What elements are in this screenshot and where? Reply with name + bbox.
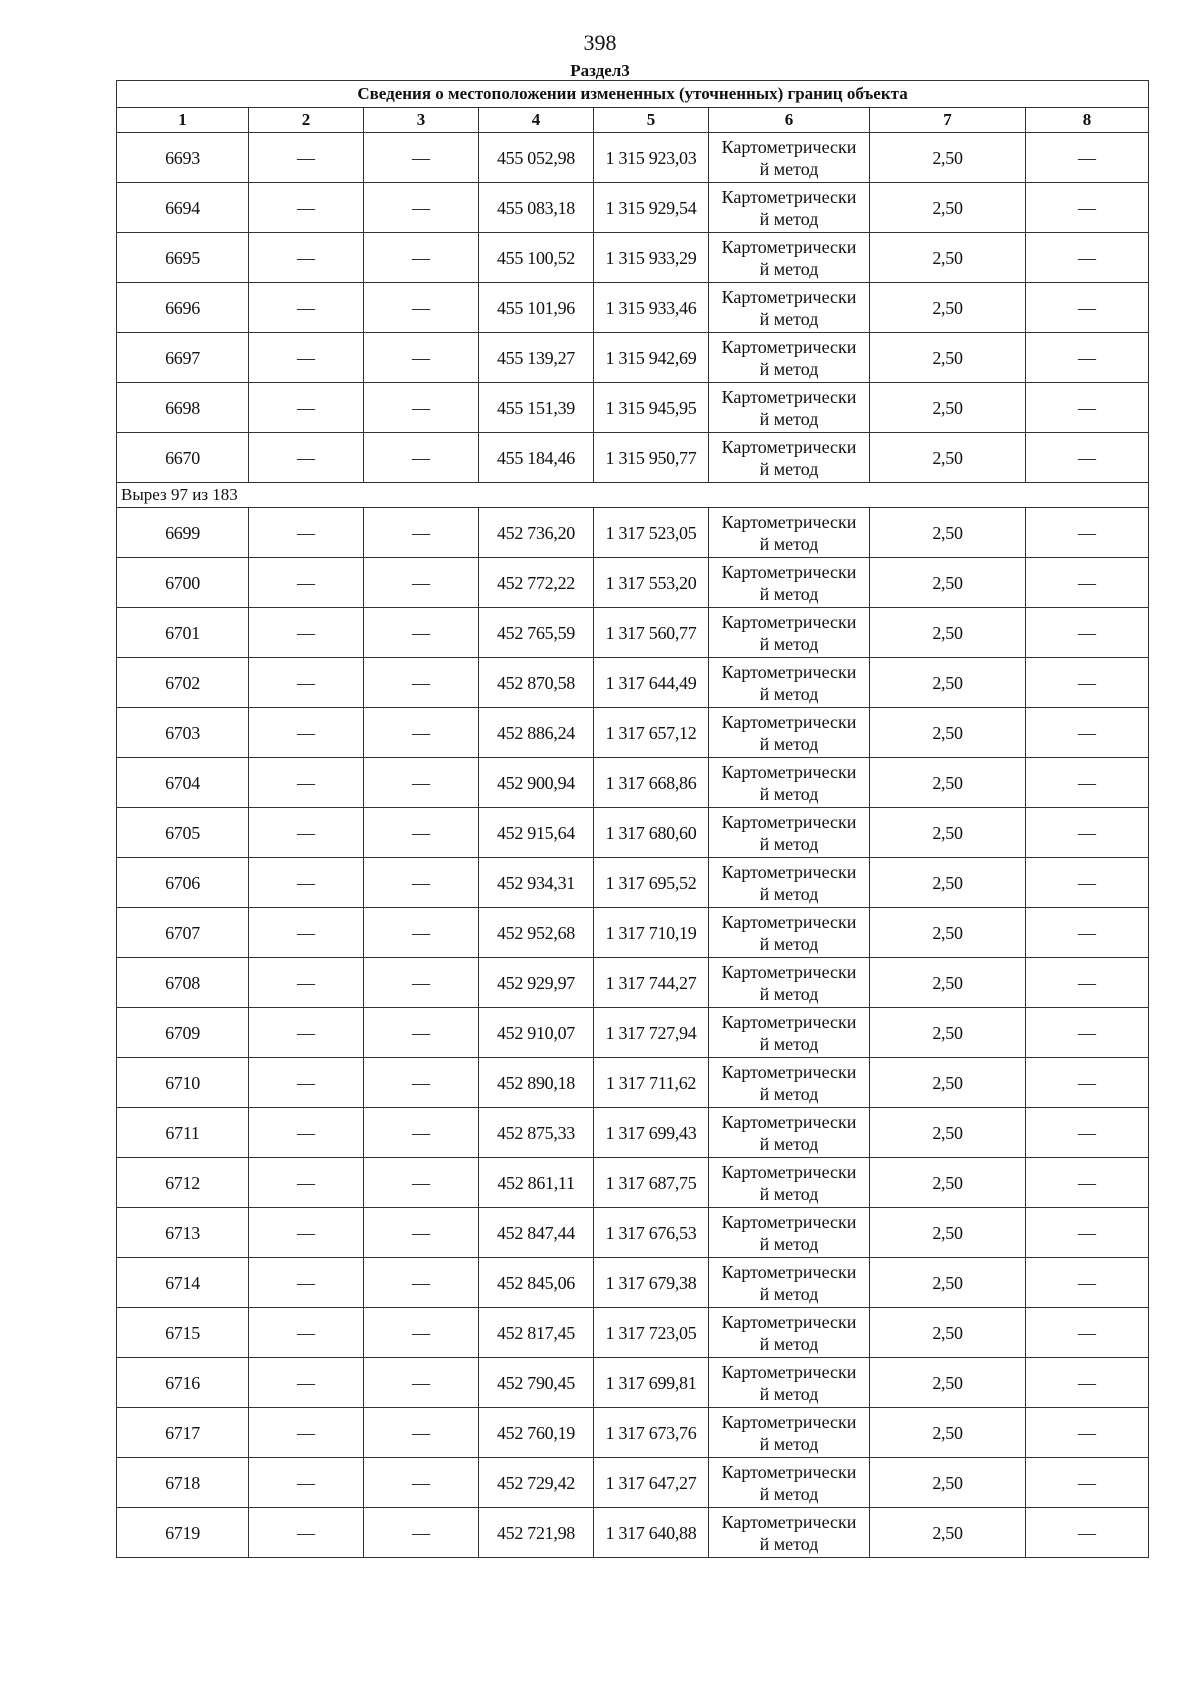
point-number-cell: 6702 — [117, 658, 249, 708]
column-3-cell: — — [364, 808, 479, 858]
method-cell: Картометрически й метод — [709, 658, 870, 708]
table-row — [117, 708, 1149, 758]
method-cell: Картометрически й метод — [709, 1058, 870, 1108]
coordinate-y-cell: 1 315 942,69 — [594, 333, 709, 383]
column-2-cell: — — [249, 283, 364, 333]
point-number-cell: 6712 — [117, 1158, 249, 1208]
accuracy-cell: 2,50 — [870, 1108, 1026, 1158]
accuracy-cell: 2,50 — [870, 1208, 1026, 1258]
coordinate-y-cell: 1 317 673,76 — [594, 1408, 709, 1458]
column-3-cell: — — [364, 1408, 479, 1458]
coordinate-x-cell: 452 847,44 — [479, 1208, 594, 1258]
method-cell: Картометрически й метод — [709, 1408, 870, 1458]
coordinate-y-cell: 1 317 657,12 — [594, 708, 709, 758]
column-3-cell: — — [364, 1158, 479, 1208]
coordinate-x-cell: 452 721,98 — [479, 1508, 594, 1558]
table-row — [117, 758, 1149, 808]
coordinate-y-cell: 1 315 923,03 — [594, 133, 709, 183]
column-8-cell: — — [1026, 183, 1149, 233]
column-8-cell: — — [1026, 908, 1149, 958]
table-row — [117, 333, 1149, 383]
table-title: Сведения о местоположении измененных (уточненных) границ объекта — [117, 81, 1149, 108]
table-row — [117, 1258, 1149, 1308]
table-row — [117, 558, 1149, 608]
coordinate-y-cell: 1 317 676,53 — [594, 1208, 709, 1258]
table-row — [117, 908, 1149, 958]
column-8-cell: — — [1026, 1308, 1149, 1358]
column-2-cell: — — [249, 1208, 364, 1258]
coordinate-x-cell: 455 139,27 — [479, 333, 594, 383]
method-cell: Картометрически й метод — [709, 383, 870, 433]
point-number-cell: 6709 — [117, 1008, 249, 1058]
accuracy-cell: 2,50 — [870, 183, 1026, 233]
coordinate-y-cell: 1 317 699,81 — [594, 1358, 709, 1408]
column-8-cell: — — [1026, 1158, 1149, 1208]
column-2-cell: — — [249, 133, 364, 183]
point-number-cell: 6710 — [117, 1058, 249, 1108]
accuracy-cell: 2,50 — [870, 333, 1026, 383]
point-number-cell: 6695 — [117, 233, 249, 283]
coordinate-x-cell: 452 772,22 — [479, 558, 594, 608]
coordinate-x-cell: 452 934,31 — [479, 858, 594, 908]
column-number: 6 — [709, 108, 870, 133]
column-8-cell: — — [1026, 808, 1149, 858]
column-8-cell: — — [1026, 608, 1149, 658]
column-8-cell: — — [1026, 1058, 1149, 1108]
column-8-cell: — — [1026, 433, 1149, 483]
page-number: 398 — [583, 30, 617, 55]
table-row — [117, 133, 1149, 183]
method-cell: Картометрически й метод — [709, 858, 870, 908]
column-3-cell: — — [364, 1258, 479, 1308]
column-8-cell: — — [1026, 1108, 1149, 1158]
accuracy-cell: 2,50 — [870, 1258, 1026, 1308]
method-cell: Картометрически й метод — [709, 758, 870, 808]
table-row — [117, 283, 1149, 333]
column-8-cell: — — [1026, 708, 1149, 758]
column-2-cell: — — [249, 708, 364, 758]
point-number-cell: 6716 — [117, 1358, 249, 1408]
table-row — [117, 1158, 1149, 1208]
point-number-cell: 6693 — [117, 133, 249, 183]
table-row — [117, 958, 1149, 1008]
coordinate-y-cell: 1 317 710,19 — [594, 908, 709, 958]
method-cell: Картометрически й метод — [709, 133, 870, 183]
column-3-cell: — — [364, 608, 479, 658]
column-8-cell: — — [1026, 508, 1149, 558]
column-number: 7 — [870, 108, 1026, 133]
accuracy-cell: 2,50 — [870, 608, 1026, 658]
table-row — [117, 808, 1149, 858]
point-number-cell: 6714 — [117, 1258, 249, 1308]
coordinate-y-cell: 1 317 647,27 — [594, 1458, 709, 1508]
column-3-cell: — — [364, 383, 479, 433]
column-3-cell: — — [364, 233, 479, 283]
coordinate-x-cell: 452 845,06 — [479, 1258, 594, 1308]
point-number-cell: 6694 — [117, 183, 249, 233]
column-8-cell: — — [1026, 758, 1149, 808]
section-label: Раздел3 — [570, 61, 630, 80]
coordinate-x-cell: 452 861,11 — [479, 1158, 594, 1208]
coordinate-x-cell: 452 870,58 — [479, 658, 594, 708]
column-8-cell: — — [1026, 1458, 1149, 1508]
column-2-cell: — — [249, 1008, 364, 1058]
column-2-cell: — — [249, 608, 364, 658]
column-number: 1 — [117, 108, 249, 133]
column-2-cell: — — [249, 1508, 364, 1558]
column-3-cell: — — [364, 558, 479, 608]
accuracy-cell: 2,50 — [870, 758, 1026, 808]
column-number: 8 — [1026, 108, 1149, 133]
table-body — [117, 81, 1149, 1558]
column-8-cell: — — [1026, 283, 1149, 333]
group-label: Вырез 97 из 183 — [117, 483, 1149, 508]
method-cell: Картометрически й метод — [709, 1108, 870, 1158]
column-2-cell: — — [249, 558, 364, 608]
coordinate-y-cell: 1 317 744,27 — [594, 958, 709, 1008]
point-number-cell: 6711 — [117, 1108, 249, 1158]
point-number-cell: 6705 — [117, 808, 249, 858]
column-2-cell: — — [249, 1458, 364, 1508]
column-3-cell: — — [364, 658, 479, 708]
column-3-cell: — — [364, 958, 479, 1008]
group-row — [117, 483, 1149, 508]
column-3-cell: — — [364, 1308, 479, 1358]
coordinates-table — [116, 80, 1149, 1558]
coordinate-y-cell: 1 317 711,62 — [594, 1058, 709, 1108]
point-number-cell: 6701 — [117, 608, 249, 658]
point-number-cell: 6698 — [117, 383, 249, 433]
method-cell: Картометрически й метод — [709, 233, 870, 283]
coordinate-y-cell: 1 315 933,46 — [594, 283, 709, 333]
coordinate-x-cell: 452 729,42 — [479, 1458, 594, 1508]
method-cell: Картометрически й метод — [709, 908, 870, 958]
point-number-cell: 6707 — [117, 908, 249, 958]
column-8-cell: — — [1026, 1008, 1149, 1058]
column-8-cell: — — [1026, 383, 1149, 433]
coordinate-y-cell: 1 317 560,77 — [594, 608, 709, 658]
column-8-cell: — — [1026, 858, 1149, 908]
column-3-cell: — — [364, 858, 479, 908]
accuracy-cell: 2,50 — [870, 858, 1026, 908]
table-row — [117, 608, 1149, 658]
column-number: 4 — [479, 108, 594, 133]
column-8-cell: — — [1026, 1408, 1149, 1458]
method-cell: Картометрически й метод — [709, 183, 870, 233]
table-row — [117, 183, 1149, 233]
column-2-cell: — — [249, 1258, 364, 1308]
coordinate-y-cell: 1 317 699,43 — [594, 1108, 709, 1158]
coordinate-x-cell: 452 890,18 — [479, 1058, 594, 1108]
coordinate-y-cell: 1 315 933,29 — [594, 233, 709, 283]
coordinate-y-cell: 1 317 553,20 — [594, 558, 709, 608]
point-number-cell: 6715 — [117, 1308, 249, 1358]
coordinate-y-cell: 1 317 695,52 — [594, 858, 709, 908]
column-2-cell: — — [249, 758, 364, 808]
point-number-cell: 6697 — [117, 333, 249, 383]
point-number-cell: 6699 — [117, 508, 249, 558]
column-8-cell: — — [1026, 1258, 1149, 1308]
column-3-cell: — — [364, 183, 479, 233]
method-cell: Картометрически й метод — [709, 1458, 870, 1508]
coordinate-x-cell: 452 875,33 — [479, 1108, 594, 1158]
method-cell: Картометрически й метод — [709, 333, 870, 383]
column-8-cell: — — [1026, 1508, 1149, 1558]
accuracy-cell: 2,50 — [870, 958, 1026, 1008]
method-cell: Картометрически й метод — [709, 433, 870, 483]
coordinate-x-cell: 452 900,94 — [479, 758, 594, 808]
column-2-cell: — — [249, 1408, 364, 1458]
column-number-row — [117, 108, 1149, 133]
column-3-cell: — — [364, 1458, 479, 1508]
coordinate-y-cell: 1 317 644,49 — [594, 658, 709, 708]
coordinate-y-cell: 1 317 727,94 — [594, 1008, 709, 1058]
coordinate-x-cell: 452 952,68 — [479, 908, 594, 958]
column-number: 2 — [249, 108, 364, 133]
column-3-cell: — — [364, 1108, 479, 1158]
point-number-cell: 6713 — [117, 1208, 249, 1258]
column-2-cell: — — [249, 183, 364, 233]
column-8-cell: — — [1026, 558, 1149, 608]
point-number-cell: 6696 — [117, 283, 249, 333]
column-8-cell: — — [1026, 1358, 1149, 1408]
column-2-cell: — — [249, 233, 364, 283]
method-cell: Картометрически й метод — [709, 283, 870, 333]
coordinate-x-cell: 452 915,64 — [479, 808, 594, 858]
coordinate-x-cell: 452 790,45 — [479, 1358, 594, 1408]
column-3-cell: — — [364, 333, 479, 383]
column-8-cell: — — [1026, 658, 1149, 708]
column-2-cell: — — [249, 858, 364, 908]
column-3-cell: — — [364, 1208, 479, 1258]
method-cell: Картометрически й метод — [709, 558, 870, 608]
coordinate-y-cell: 1 317 668,86 — [594, 758, 709, 808]
table-row — [117, 383, 1149, 433]
method-cell: Картометрически й метод — [709, 1308, 870, 1358]
table-row — [117, 1208, 1149, 1258]
table-title-row — [117, 81, 1149, 108]
column-3-cell: — — [364, 1008, 479, 1058]
column-2-cell: — — [249, 508, 364, 558]
table-row — [117, 1008, 1149, 1058]
method-cell: Картометрически й метод — [709, 1158, 870, 1208]
table-row — [117, 1308, 1149, 1358]
column-8-cell: — — [1026, 133, 1149, 183]
coordinate-x-cell: 455 101,96 — [479, 283, 594, 333]
column-3-cell: — — [364, 758, 479, 808]
method-cell: Картометрически й метод — [709, 708, 870, 758]
column-2-cell: — — [249, 333, 364, 383]
coordinate-x-cell: 455 151,39 — [479, 383, 594, 433]
coordinate-y-cell: 1 317 640,88 — [594, 1508, 709, 1558]
point-number-cell: 6670 — [117, 433, 249, 483]
accuracy-cell: 2,50 — [870, 1458, 1026, 1508]
column-2-cell: — — [249, 908, 364, 958]
coordinate-x-cell: 452 736,20 — [479, 508, 594, 558]
table-row — [117, 508, 1149, 558]
accuracy-cell: 2,50 — [870, 708, 1026, 758]
method-cell: Картометрически й метод — [709, 1258, 870, 1308]
accuracy-cell: 2,50 — [870, 433, 1026, 483]
accuracy-cell: 2,50 — [870, 908, 1026, 958]
column-2-cell: — — [249, 808, 364, 858]
column-2-cell: — — [249, 1308, 364, 1358]
point-number-cell: 6717 — [117, 1408, 249, 1458]
point-number-cell: 6708 — [117, 958, 249, 1008]
coordinate-y-cell: 1 317 523,05 — [594, 508, 709, 558]
column-2-cell: — — [249, 658, 364, 708]
column-number: 3 — [364, 108, 479, 133]
column-2-cell: — — [249, 1358, 364, 1408]
table-row — [117, 658, 1149, 708]
column-3-cell: — — [364, 433, 479, 483]
column-3-cell: — — [364, 283, 479, 333]
coordinate-y-cell: 1 315 945,95 — [594, 383, 709, 433]
method-cell: Картометрически й метод — [709, 508, 870, 558]
column-2-cell: — — [249, 958, 364, 1008]
column-2-cell: — — [249, 433, 364, 483]
point-number-cell: 6719 — [117, 1508, 249, 1558]
coordinate-y-cell: 1 317 680,60 — [594, 808, 709, 858]
accuracy-cell: 2,50 — [870, 558, 1026, 608]
column-2-cell: — — [249, 383, 364, 433]
column-3-cell: — — [364, 708, 479, 758]
column-number: 5 — [594, 108, 709, 133]
table-row — [117, 233, 1149, 283]
method-cell: Картометрически й метод — [709, 1208, 870, 1258]
table-row — [117, 1458, 1149, 1508]
coordinate-y-cell: 1 315 950,77 — [594, 433, 709, 483]
table-row — [117, 433, 1149, 483]
column-8-cell: — — [1026, 958, 1149, 1008]
column-2-cell: — — [249, 1158, 364, 1208]
coordinate-y-cell: 1 317 723,05 — [594, 1308, 709, 1358]
point-number-cell: 6704 — [117, 758, 249, 808]
column-3-cell: — — [364, 1508, 479, 1558]
accuracy-cell: 2,50 — [870, 1308, 1026, 1358]
method-cell: Картометрически й метод — [709, 958, 870, 1008]
accuracy-cell: 2,50 — [870, 233, 1026, 283]
accuracy-cell: 2,50 — [870, 1408, 1026, 1458]
coordinate-x-cell: 455 052,98 — [479, 133, 594, 183]
table-row — [117, 1108, 1149, 1158]
coordinate-x-cell: 452 760,19 — [479, 1408, 594, 1458]
column-3-cell: — — [364, 133, 479, 183]
column-3-cell: — — [364, 508, 479, 558]
column-8-cell: — — [1026, 333, 1149, 383]
column-2-cell: — — [249, 1108, 364, 1158]
accuracy-cell: 2,50 — [870, 508, 1026, 558]
column-3-cell: — — [364, 1358, 479, 1408]
accuracy-cell: 2,50 — [870, 283, 1026, 333]
coordinate-x-cell: 452 929,97 — [479, 958, 594, 1008]
coordinate-y-cell: 1 317 687,75 — [594, 1158, 709, 1208]
accuracy-cell: 2,50 — [870, 1158, 1026, 1208]
method-cell: Картометрически й метод — [709, 808, 870, 858]
coordinate-x-cell: 455 083,18 — [479, 183, 594, 233]
coordinate-x-cell: 452 765,59 — [479, 608, 594, 658]
method-cell: Картометрически й метод — [709, 1508, 870, 1558]
column-3-cell: — — [364, 908, 479, 958]
point-number-cell: 6703 — [117, 708, 249, 758]
column-2-cell: — — [249, 1058, 364, 1108]
accuracy-cell: 2,50 — [870, 1358, 1026, 1408]
column-3-cell: — — [364, 1058, 479, 1108]
point-number-cell: 6718 — [117, 1458, 249, 1508]
coordinate-x-cell: 452 910,07 — [479, 1008, 594, 1058]
coordinate-y-cell: 1 315 929,54 — [594, 183, 709, 233]
coordinate-x-cell: 452 886,24 — [479, 708, 594, 758]
table-row — [117, 1508, 1149, 1558]
accuracy-cell: 2,50 — [870, 1508, 1026, 1558]
accuracy-cell: 2,50 — [870, 1058, 1026, 1108]
table-row — [117, 1358, 1149, 1408]
coordinate-x-cell: 452 817,45 — [479, 1308, 594, 1358]
accuracy-cell: 2,50 — [870, 808, 1026, 858]
point-number-cell: 6706 — [117, 858, 249, 908]
accuracy-cell: 2,50 — [870, 383, 1026, 433]
column-8-cell: — — [1026, 1208, 1149, 1258]
column-8-cell: — — [1026, 233, 1149, 283]
accuracy-cell: 2,50 — [870, 1008, 1026, 1058]
point-number-cell: 6700 — [117, 558, 249, 608]
method-cell: Картометрически й метод — [709, 1008, 870, 1058]
coordinate-x-cell: 455 100,52 — [479, 233, 594, 283]
table-row — [117, 1058, 1149, 1108]
accuracy-cell: 2,50 — [870, 658, 1026, 708]
coordinate-x-cell: 455 184,46 — [479, 433, 594, 483]
method-cell: Картометрически й метод — [709, 1358, 870, 1408]
table-row — [117, 1408, 1149, 1458]
method-cell: Картометрически й метод — [709, 608, 870, 658]
table-row — [117, 858, 1149, 908]
coordinate-y-cell: 1 317 679,38 — [594, 1258, 709, 1308]
accuracy-cell: 2,50 — [870, 133, 1026, 183]
